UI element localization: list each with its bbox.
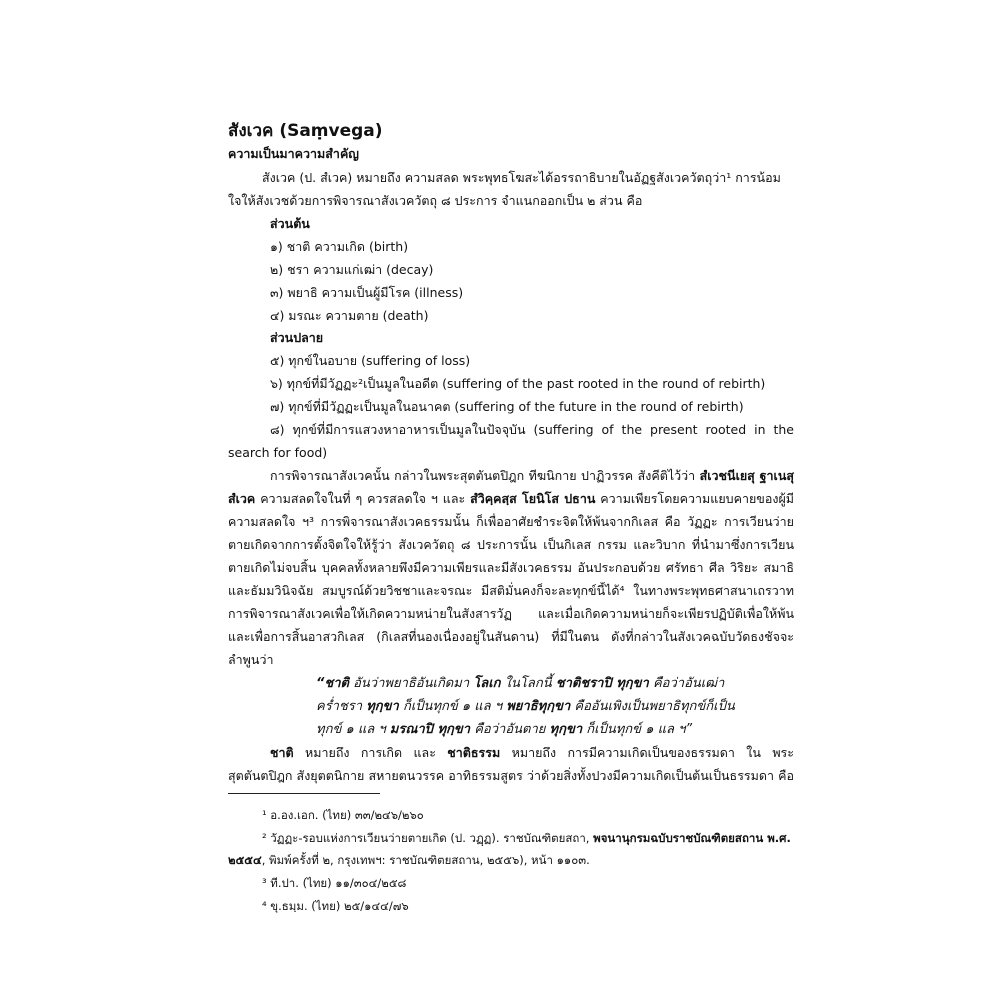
- intro-line-2: ใจให้สังเวชด้วยการพิจารณาสังเวควัตถุ ๘ ประการ จำแนกออกเป็น ๒ ส่วน คือ: [228, 193, 643, 208]
- paragraph-line: และเพื่อการสิ้นอาสวกิเลส (กิเลสที่นองเนื่องอยู่ในสันดาน) ที่มีในตน ดังที่กล่าวในสังเวคฉบับวัดธงชัจจะ: [228, 629, 794, 644]
- paragraph-line: ตายเกิดไม่จบสิ้น บุคคลทั้งหลายพึงมีความเพียรและมีสังเวคธรรม อันประกอบด้วย ศรัทธา ศีล วิริยะ สมาธิ: [228, 560, 794, 575]
- list-item-continued: search for food): [228, 445, 328, 460]
- paragraph-line: การพิจารณาสังเวคเพื่อให้เกิดความหน่ายในสังสารวัฏ และเมื่อเกิดความหน่ายก็จะเพียรปฏิบัติเพื่อให้พ้น: [228, 606, 794, 621]
- list-item: ๒) ชรา ความแก่เฒ่า (decay): [270, 262, 434, 277]
- list-item: ๗) ทุกข์ที่มีวัฏฏะเป็นมูลในอนาคต (suffering of the future in the round of rebirth): [270, 399, 744, 414]
- footnote-2-continued: ๒๕๕๔, พิมพ์ครั้งที่ ๒, กรุงเทพฯ: ราชบัณฑิตยสถาน, ๒๕๕๖), หน้า ๑๑๐๓.: [228, 853, 590, 867]
- part1-heading: ส่วนต้น: [270, 216, 310, 231]
- verse-line: “ชาติ อันว่าพยาธิอันเกิดมา โลเก ในโลกนี้ ชาติชราปิ ทุกฺขา คือว่าอันเฒ่า: [316, 676, 725, 691]
- footnote-divider: [228, 793, 380, 794]
- paragraph-line: การพิจารณาสังเวคนั้น กล่าวในพระสุตตันตปิฎก ทีฆนิกาย ปาฏิวรรค สังคีติไว้ว่า สํเวชนีเยสุ ฐาเนสุ: [270, 468, 794, 483]
- footnote-3: ³ ที.ปา. (ไทย) ๑๑/๓๐๔/๒๕๘: [262, 876, 407, 890]
- paragraph-line: และธัมมวินิจฉัย สมบูรณ์ด้วยวิชชาและจรณะ มีสติมั่นคงก็จะละทุกข์นี้ได้⁴ ในทางพระพุทธศาสนาเถรวาท: [228, 583, 794, 598]
- list-item: ๕) ทุกข์ในอบาย (suffering of loss): [270, 353, 471, 368]
- paragraph-line: ตายเกิดจากการตั้งจิตใจให้รู้ว่า สังเวควัตถุ ๘ ประการนั้น เป็นกิเลส กรรม และวิบาก ที่นำมาซึ่งการเวียน: [228, 537, 794, 552]
- intro-line-1: สังเวค (ป. สํเวค) หมายถึง ความสลด พระพุทธโฆสะได้อรรถาธิบายในอัฏฐสังเวควัตถุว่า¹ การน้อม: [262, 170, 781, 185]
- paragraph-line: ความสลดใจ ฯ³ การพิจารณาสังเวคธรรมนั้น ก็เพื่ออาศัยชำระจิตให้พ้นจากกิเลส คือ วัฏฏะ การเวียนว่าย: [228, 514, 794, 529]
- section-heading: ความเป็นมาความสำคัญ: [228, 146, 359, 161]
- footnote-4: ⁴ ขุ.ธมฺม. (ไทย) ๒๕/๑๔๔/๗๖: [262, 899, 409, 913]
- list-item: ๘) ทุกข์ที่มีการแสวงหาอาหารเป็นมูลในปัจจุบัน (suffering of the present rooted in the: [270, 422, 794, 437]
- list-item: ๔) มรณะ ความตาย (death): [270, 308, 429, 323]
- paragraph-line: สุตตันตปิฎก สังยุตตนิกาย สหายตนวรรค อาทิธรรมสูตร ว่าด้วยสิ่งทั้งปวงมีความเกิดเป็นต้นเป็นธรรมดา คือ: [228, 768, 794, 783]
- entry-title: สังเวค (Saṃvega): [228, 121, 383, 141]
- verse-line: ทุกข์ ๑ แล ฯ มรณาปิ ทุกฺขา คือว่าอันตาย ทุกฺขา ก็เป็นทุกข์ ๑ แล ฯ”: [316, 722, 693, 737]
- list-item: ๑) ชาติ ความเกิด (birth): [270, 239, 409, 254]
- paragraph-line: ลำพูนว่า: [228, 652, 274, 667]
- part2-heading: ส่วนปลาย: [270, 330, 324, 345]
- paragraph-line: สํเวค ความสลดใจในที่ ๆ ควรสลดใจ ฯ และ สํวิคฺคสฺส โยนิโส ปธาน ความเพียรโดยความแยบคายของผู้มี: [228, 491, 794, 506]
- list-item: ๓) พยาธิ ความเป็นผู้มีโรค (illness): [270, 285, 464, 300]
- footnote-1: ¹ อ.อง.เอก. (ไทย) ๓๓/๒๔๖/๒๖๐: [262, 808, 424, 822]
- verse-line: คร่ำชรา ทุกฺขา ก็เป็นทุกข์ ๑ แล ฯ พยาธิทุกฺขา คืออันเพิงเป็นพยาธิทุกข์ก็เป็น: [316, 699, 735, 714]
- paragraph-line: ชาติ หมายถึง การเกิด และ ชาติธรรม หมายถึง การมีความเกิดเป็นของธรรมดา ใน พระ: [270, 745, 794, 760]
- list-item: ๖) ทุกข์ที่มีวัฏฏะ²เป็นมูลในอดีต (suffering of the past rooted in the round of rebirth): [270, 376, 766, 391]
- footnote-2: ² วัฏฏะ-รอบแห่งการเวียนว่ายตายเกิด (ป. วฏฺฏ). ราชบัณฑิตยสถา, พจนานุกรมฉบับราชบัณฑิตยสถาน พ.ศ.: [262, 831, 791, 845]
